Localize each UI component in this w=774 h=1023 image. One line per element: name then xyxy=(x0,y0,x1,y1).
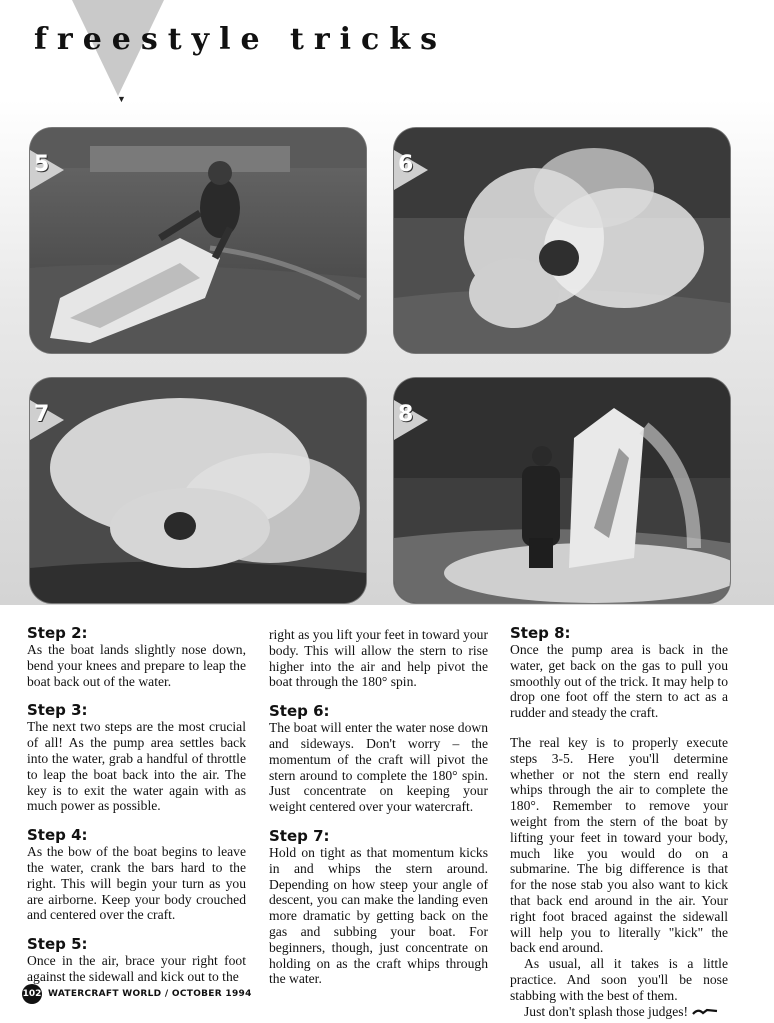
publication-credit: WATERCRAFT WORLD / OCTOBER 1994 xyxy=(48,989,252,999)
text-column-1 xyxy=(27,624,246,985)
step-2-heading: Step 2: xyxy=(27,624,88,642)
step-5-text: Once in the air, brace your right foot against the sidewall and kick out to the xyxy=(27,953,246,984)
closing-line xyxy=(510,1004,728,1020)
step-4-text: As the bow of the boat begins to leave the water, crank the bars hard to the right. This will begin your turn as you are airborne. Keep your body crouched and centered over the craft. xyxy=(27,844,246,923)
page-footer xyxy=(22,985,252,1003)
photo-step-8 xyxy=(394,378,730,603)
photo-7-image xyxy=(30,378,366,603)
summary-paragraph-1: The real key is to properly execute steps 3-5. Here you'll determine whether or not the stern end really whips through the air to complete the 180°. Remember to remove your weight from the stern of the boat by lifting your feet in toward your body, much like you would do on a submarine. The big difference is that for the nose stab you also want to kick that back end around in the air. Your right foot braced against the sidewall will help you to literally "kick" the back end around. xyxy=(510,734,728,956)
step-6-text: The boat will enter the water nose down and sideways. Don't worry – the momentum of the craft will pivot the stern around to complete the 180° spin. Just concentrate on keeping your weight centered over your watercraft. xyxy=(269,720,488,815)
photo-step-7 xyxy=(30,378,366,603)
photo-step-5 xyxy=(30,128,366,353)
photo-step-6 xyxy=(394,128,730,353)
step-number-7: 7 xyxy=(34,402,50,427)
step-3-heading: Step 3: xyxy=(27,701,88,720)
step-7-heading: Step 7: xyxy=(269,826,330,845)
photo-6-image xyxy=(394,128,730,353)
page-title: freestyle tricks xyxy=(34,22,447,57)
step-7-text: Hold on tight as that momentum kicks in and whips the stern around. Depending on how steep your angle of descent, you can make the landing even more dramatic by getting back on the gas and subbing your boat. For beginners, though, just concentrate on holding on as the craft whips through the water. xyxy=(269,844,488,987)
photo-5-image xyxy=(30,128,366,353)
step-3-text: The next two steps are the most crucial of all! As the pump area settles back into the water, grab a handful of throttle to leap the boat back into the air. The key is to exit the water again with as much power as possible. xyxy=(27,719,246,814)
step-5-continued-text: right as you lift your feet in toward your body. This will allow the stern to rise higher into the air and help pivot the boat through the 180° spin. xyxy=(269,627,488,690)
summary-paragraph-2: As usual, all it takes is a little practice. And soon you'll be nose stabbing with the best of them. xyxy=(510,956,728,1003)
text-column-3 xyxy=(510,624,728,1019)
step-6-heading: Step 6: xyxy=(269,702,330,721)
triangle-pointer-icon: ▼ xyxy=(117,94,126,104)
step-2-text: As the boat lands slightly nose down, bend your knees and prepare to leap the boat back out of the water. xyxy=(27,642,246,689)
step-number-8: 8 xyxy=(398,402,414,427)
end-mark-icon xyxy=(692,1007,718,1017)
step-number-5: 5 xyxy=(34,152,50,177)
step-number-6: 6 xyxy=(398,152,414,177)
step-5-heading: Step 5: xyxy=(27,935,88,954)
text-column-2 xyxy=(269,627,488,987)
step-4-heading: Step 4: xyxy=(27,826,88,845)
photo-8-image xyxy=(394,378,730,603)
step-8-heading: Step 8: xyxy=(510,624,571,642)
closing-text: Just don't splash those judges! xyxy=(524,1003,689,1019)
page-number-badge: 102 xyxy=(22,984,42,1004)
step-8-text: Once the pump area is back in the water, get back on the gas to pull you smoothly out of the trick. It may help to drop one foot off the stern to act as a rudder and steady the craft. xyxy=(510,642,728,721)
